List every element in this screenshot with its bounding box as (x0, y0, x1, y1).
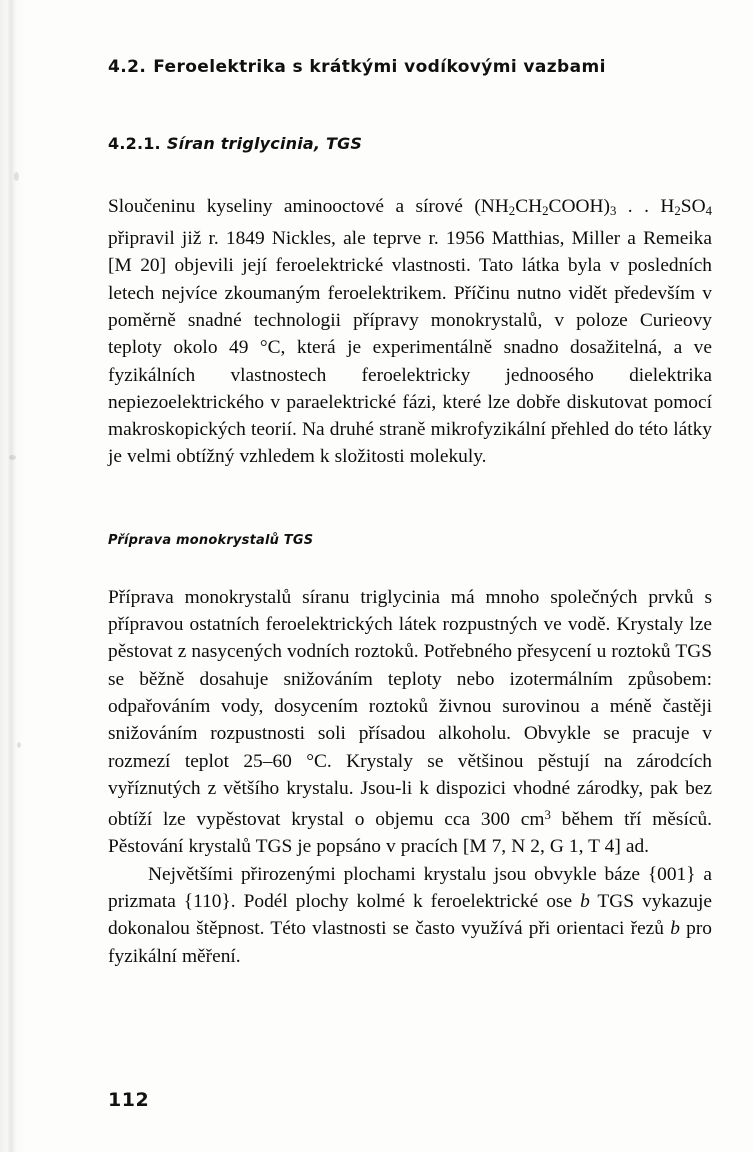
scan-speck (9, 455, 16, 460)
prep-text-1: Příprava monokrystalů síranu triglycinia má mnoho společných prvků s přípravou ostatních feroelektrických látek rozpustných ve vodě. Krystaly lze pěstovat z nasycených vodních roztoků. Potřebného přesycení u roztoků TGS se běžně dosahuje snižováním teploty nebo izotermálním způsobem: odpařováním vody, dosycením roztoků živnou surovinou a méně častěji snižováním rozpustnosti soli přísadou alkoholu. Obvykle se pracuje v rozmezí teplot 25–60 °C. Krystaly se většinou pěstují na zárodcích vyříznutých z většího krystalu. Jsou-li k dispozici vhodné zárodky, pak bez obtíží lze vypěstovat krystal o objemu cca 300 cm (108, 586, 712, 831)
faces-axis-label-1: b (580, 890, 590, 912)
faces-text-2: TGS vykazuje dokonalou štěpnost. Této vlastnosti se často využívá při orientaci řezů (108, 890, 712, 940)
running-subheading: Příprava monokrystalů TGS (108, 532, 314, 548)
scan-speck (17, 742, 21, 748)
paragraph-preparation (108, 548, 712, 861)
faces-text-1: Největšími přirozenými plochami krystalu jsou obvykle báze {001} a prizmata {110}. Podél plochy kolmé k feroelektrické ose (108, 863, 712, 912)
paragraph-crystal-faces (108, 861, 712, 970)
intro-subscript-1: 2 (508, 203, 516, 218)
faces-text-3: pro fyzikální měření. (108, 918, 713, 967)
scan-speck (14, 172, 19, 181)
subsection-heading-number: 4.2.1. (108, 134, 161, 153)
intro-text-3: COOH) (548, 196, 610, 217)
section-heading-number: 4.2. (108, 57, 147, 77)
page-content (108, 0, 712, 970)
paragraph-intro (108, 153, 712, 471)
intro-text-4: . . H (616, 196, 675, 217)
intro-subscript-4: 2 (674, 203, 681, 218)
prep-superscript-1: 3 (544, 808, 551, 823)
scan-gutter-artifact (0, 0, 26, 1152)
intro-text-2: CH (515, 196, 543, 217)
subsection-heading (108, 77, 712, 153)
intro-subscript-5: 4 (705, 203, 712, 218)
subsection-heading-title: Síran triglycinia, TGS (166, 134, 363, 153)
prep-text-2: během tří měsíců. Pěstování krystalů TGS je popsáno v pracích [M 7, N 2, G 1, T 4] ad. (108, 809, 712, 858)
intro-text-5: SO (680, 196, 706, 217)
section-heading-title: Feroelektrika s krátkými vodíkovými vazbami (153, 57, 606, 77)
intro-subscript-2: 2 (542, 203, 549, 218)
page-number: 112 (108, 1089, 150, 1111)
faces-axis-label-2: b (670, 918, 680, 940)
intro-text-1: Sloučeninu kyseliny aminooctové a sírové (NH (108, 196, 509, 217)
section-heading (108, 0, 712, 77)
intro-subscript-3: 3 (609, 203, 617, 218)
intro-text-6: připravil již r. 1849 Nickles, ale teprve r. 1956 Matthias, Miller a Remeika [M 20] objevili její feroelektrické vlastnosti. Tato látka byla v posledních letech nejvíce zkoumaným feroelektrikem. Příčinu nutno vidět především v poměrně snadné technologii přípravy monokrystalů, v poloze Curieovy teploty okolo 49 °C, která je experimentálně snadno dosažitelná, a ve fyzikálních vlastnostech feroelektricky jednooséhо dielektrika nepiezoelektrického v paraelektrické fázi, které lze dobře diskutovat pomocí makroskopických teorií. Na druhé straně mikrofyzikální přehled do této látky je velmi obtížný vzhledem k složitosti molekuly. (108, 228, 712, 468)
